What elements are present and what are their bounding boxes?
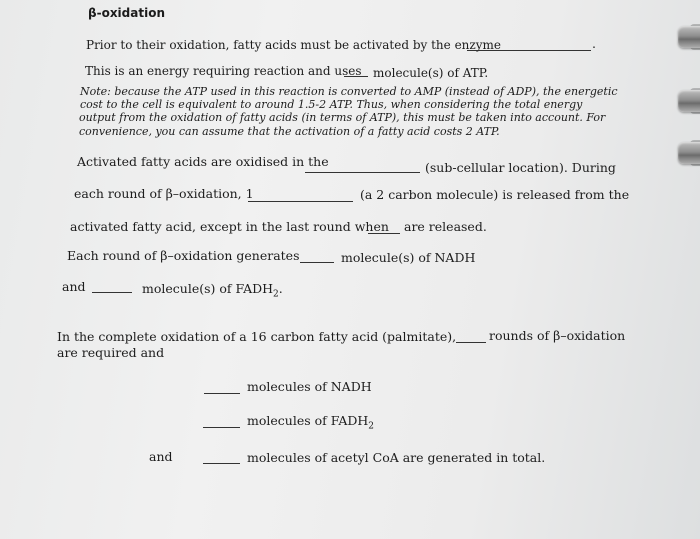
fadh-blank[interactable]: [92, 292, 132, 293]
note-line-2: cost to the cell is equivalent to around 1.5-2 ATP. Thus, when considering the total energy: [80, 98, 583, 111]
enzyme-prompt: Prior to their oxidation, fatty acids must be activated by the enzyme: [86, 38, 501, 52]
worksheet-title: β-oxidation: [88, 6, 165, 20]
palmitate-rounds-blank[interactable]: [456, 342, 486, 343]
palmitate-suffix: rounds of β–oxidation: [489, 328, 626, 343]
location-blank[interactable]: [305, 172, 420, 173]
palmitate-line-2: are required and: [57, 345, 165, 360]
final-and: and: [149, 449, 173, 464]
fadh-period: .: [278, 281, 283, 296]
enzyme-period: .: [592, 36, 596, 51]
binder-ring-icon: [678, 90, 700, 112]
location-suffix: (sub-cellular location). During: [425, 160, 616, 175]
round-prefix: each round of β–oxidation, 1: [74, 186, 254, 201]
note-line-3: output from the oxidation of fatty acids (in terms of ATP), this must be taken into account. For: [79, 111, 606, 124]
fadh-label: [142, 282, 283, 302]
total-nadh-label: molecules of NADH: [247, 379, 372, 394]
enzyme-blank[interactable]: [467, 50, 591, 51]
fadh-subscript: 2: [273, 289, 279, 300]
total-nadh-blank[interactable]: [204, 393, 240, 394]
round-suffix: (a 2 carbon molecule) is released from the: [360, 187, 630, 202]
nadh-suffix: molecule(s) of NADH: [341, 250, 476, 265]
fadh-suffix: molecule(s) of FADH: [142, 281, 274, 296]
energy-suffix: molecule(s) of ATP.: [373, 66, 489, 80]
total-fadh-text: molecules of FADH: [247, 413, 369, 428]
nadh-blank[interactable]: [300, 262, 334, 263]
last-round-prefix: activated fatty acid, except in the last round when: [70, 219, 389, 234]
palmitate-prefix: In the complete oxidation of a 16 carbon fatty acid (palmitate),: [57, 329, 457, 344]
note-line-1: Note: because the ATP used in this reaction is converted to AMP (instead of ADP), the energetic: [80, 85, 618, 98]
last-round-blank[interactable]: [368, 233, 400, 234]
atp-blank[interactable]: [344, 76, 368, 77]
fadh-and: and: [62, 279, 86, 294]
total-acetyl-blank[interactable]: [203, 463, 240, 464]
binder-ring-icon: [678, 26, 700, 48]
total-fadh-blank[interactable]: [203, 427, 240, 428]
round-blank[interactable]: [248, 201, 353, 202]
total-fadh-subscript: 2: [368, 421, 375, 432]
total-acetyl-label: molecules of acetyl CoA are generated in total.: [247, 450, 546, 465]
total-fadh-label: [247, 414, 374, 434]
nadh-prefix: Each round of β–oxidation generates: [67, 248, 300, 263]
last-round-suffix: are released.: [404, 219, 487, 234]
binder-ring-icon: [678, 142, 700, 164]
location-prefix: Activated fatty acids are oxidised in the: [77, 154, 329, 169]
note-line-4: convenience, you can assume that the activation of a fatty acid costs 2 ATP.: [79, 125, 500, 138]
energy-prefix: This is an energy requiring reaction and uses: [85, 64, 362, 78]
